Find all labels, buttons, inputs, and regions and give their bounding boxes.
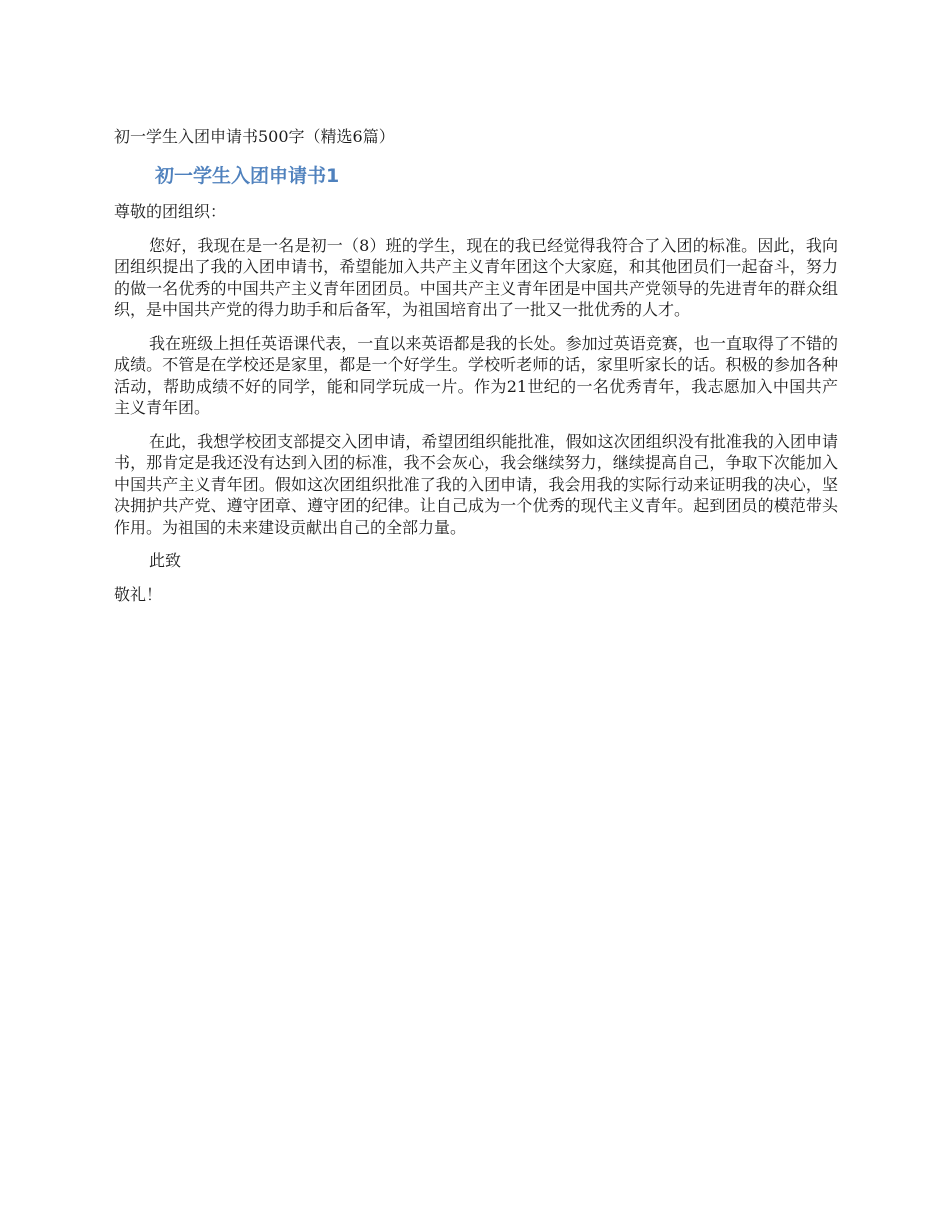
document-title: 初一学生入团申请书500字（精选6篇） xyxy=(114,127,395,146)
body-paragraph-3: 在此，我想学校团支部提交入团申请，希望团组织能批准，假如这次团组织没有批准我的入团申请书，那肯定是我还没有达到入团的标准，我不会灰心，我会继续努力，继续提高自己，争取下次能加入中国共产主义青年团。假如这次团组织批准了我的入团申请，我会用我的实际行动来证明我的决心，坚决拥护共产党、遵守团章、遵守团的纪律。让自己成为一个优秀的现代主义青年。起到团员的模范带头作用。为祖国的未来建设贡献出自己的全部力量。 xyxy=(114,431,838,537)
body-paragraph-1: 您好，我现在是一名是初一（8）班的学生，现在的我已经觉得我符合了入团的标准。因此，我向团组织提出了我的入团申请书，希望能加入共产主义青年团这个大家庭，和其他团员们一起奋斗，努力的做一名优秀的中国共产主义青年团团员。中国共产主义青年团是中国共产党领导的先进青年的群众组织，是中国共产党的得力助手和后备军，为祖国培育出了一批又一批优秀的人才。 xyxy=(114,235,838,319)
document-page xyxy=(114,125,838,617)
closing-line: 此致 xyxy=(149,551,182,570)
salutation: 尊敬的团组织： xyxy=(114,202,227,221)
section-heading: 初一学生入团申请书1 xyxy=(155,165,340,187)
regards-line: 敬礼！ xyxy=(114,584,163,604)
body-paragraph-2: 我在班级上担任英语课代表，一直以来英语都是我的长处。参加过英语竞赛，也一直取得了不错的成绩。不管是在学校还是家里，都是一个好学生。学校听老师的话，家里听家长的话。积极的参加各种活动，帮助成绩不好的同学，能和同学玩成一片。作为21世纪的一名优秀青年，我志愿加入中国共产主义青年团。 xyxy=(114,333,838,417)
